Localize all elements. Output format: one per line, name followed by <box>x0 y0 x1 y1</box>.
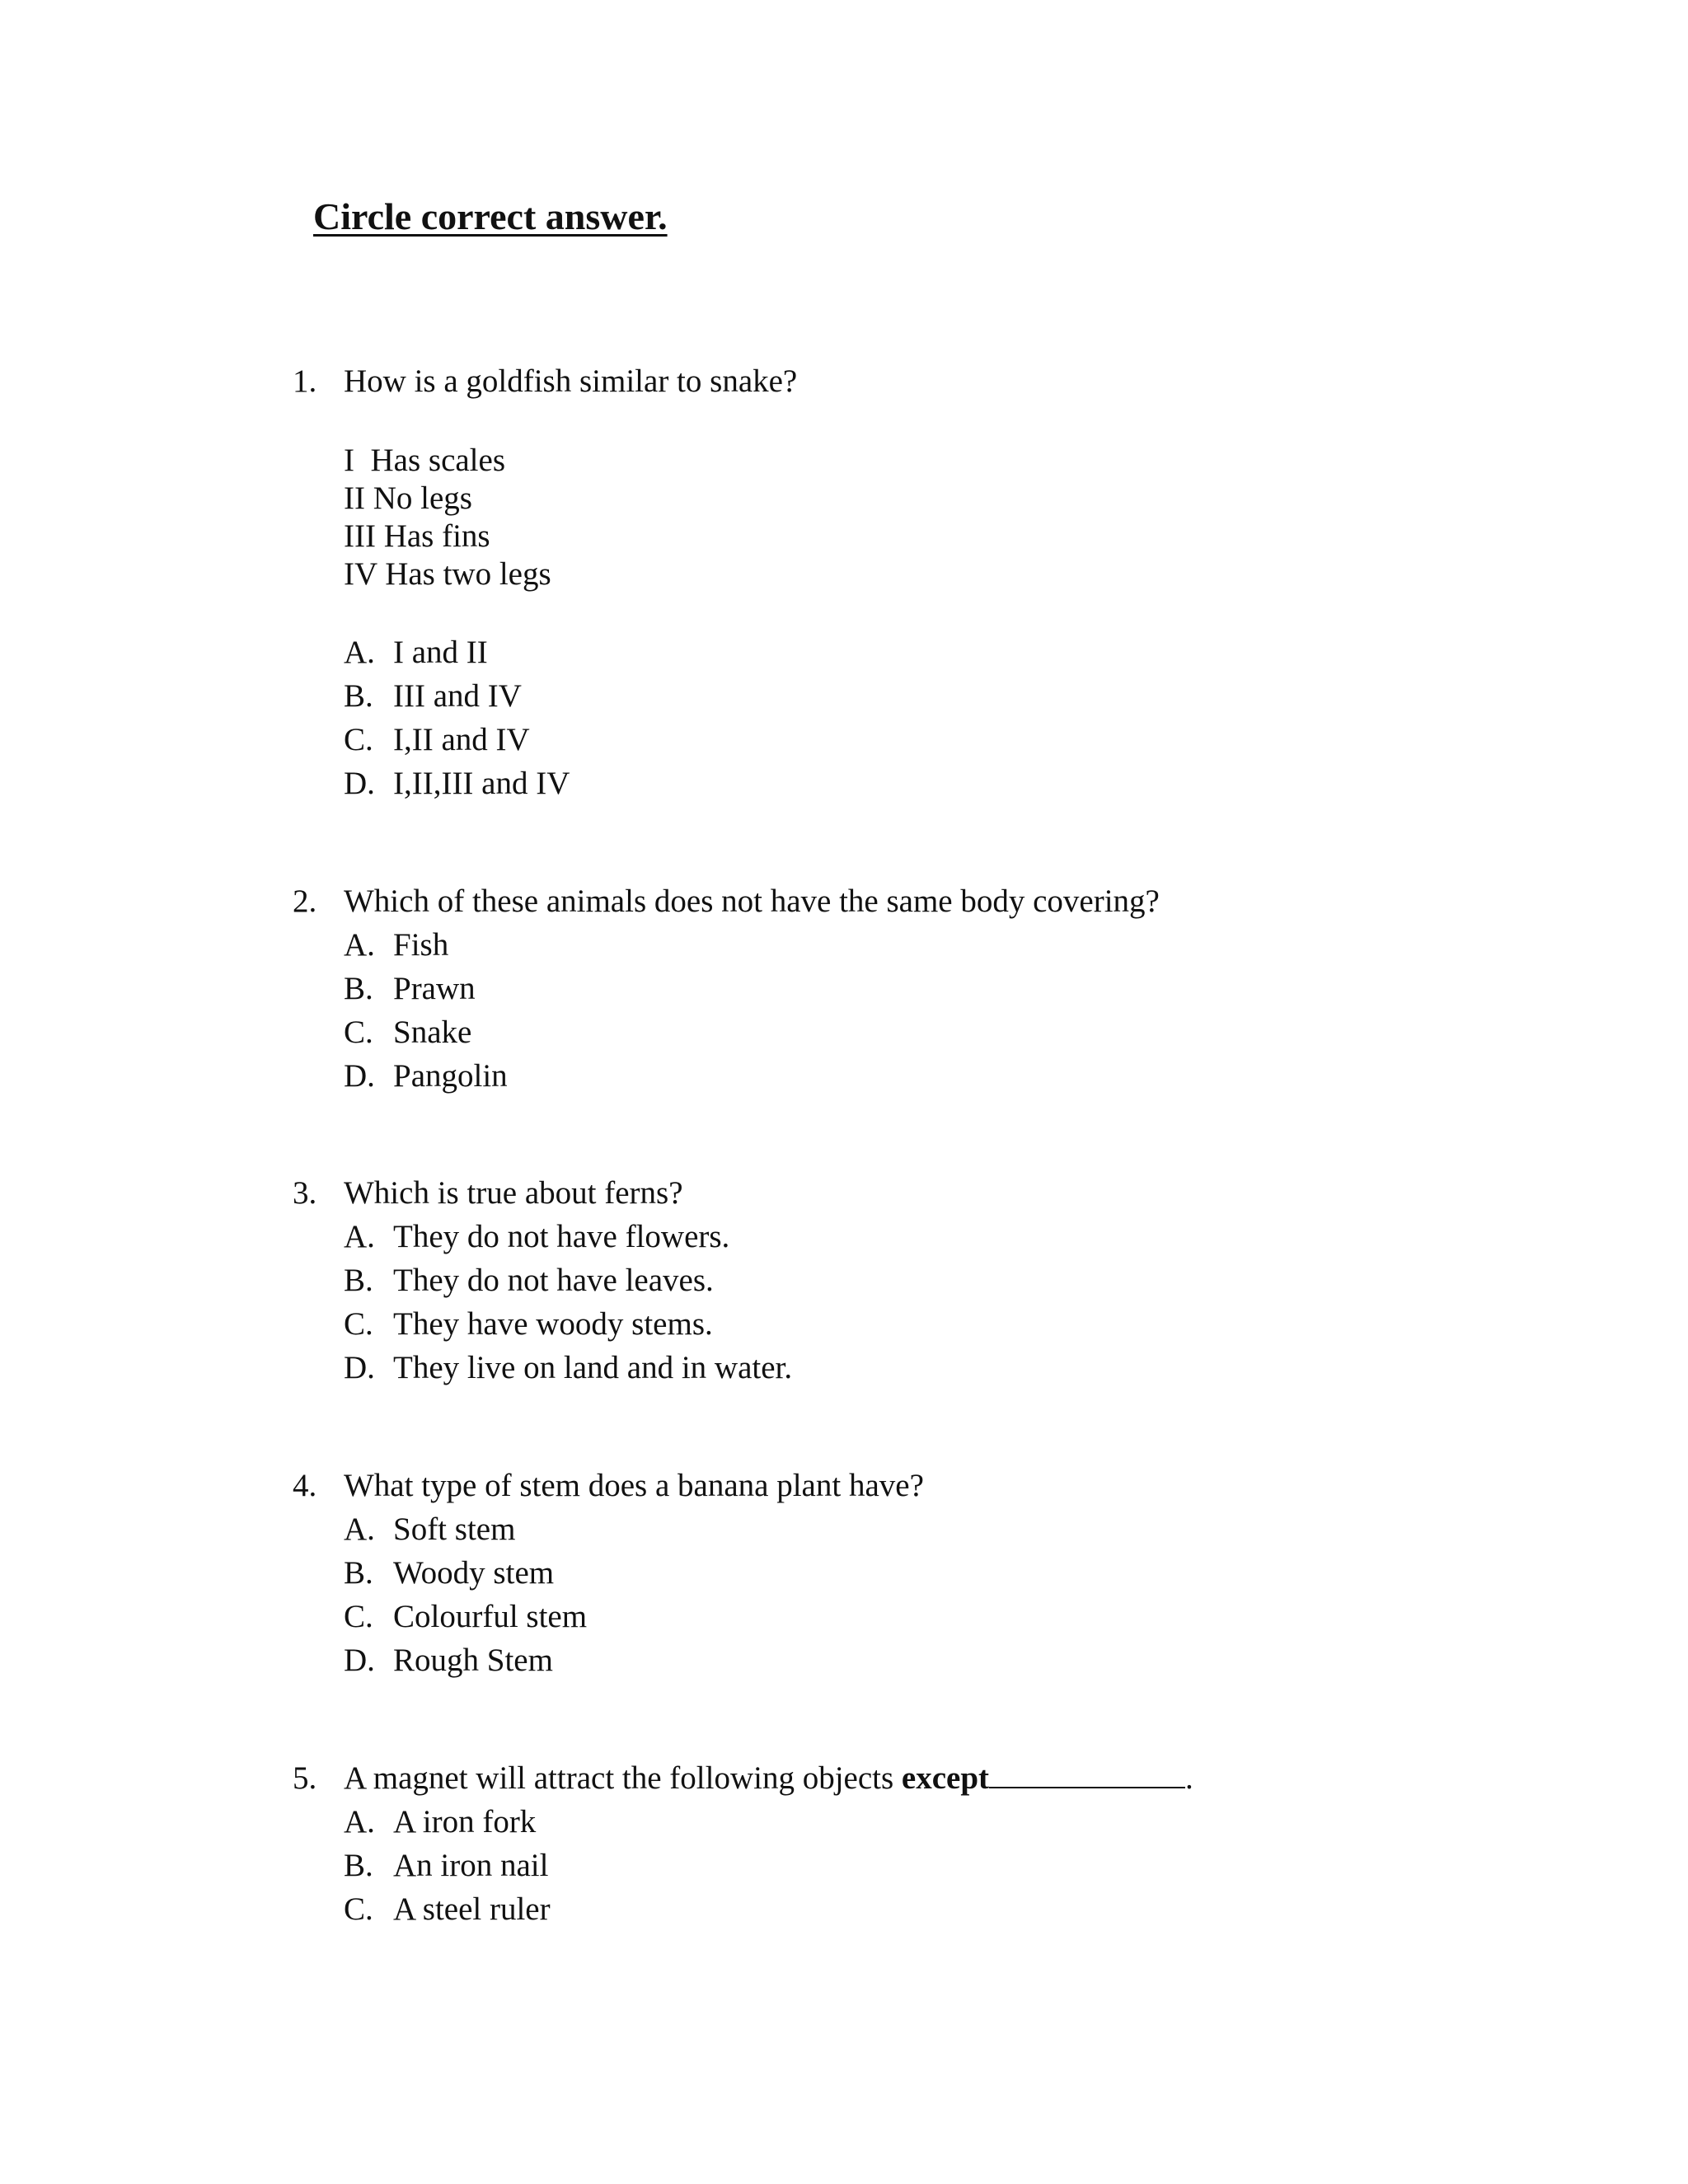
page-title: Circle correct answer. <box>313 195 668 237</box>
option-letter: B. <box>344 1555 373 1591</box>
option-b[interactable] <box>344 674 570 718</box>
option-text: An iron nail <box>393 1848 549 1883</box>
option-letter: C. <box>344 1306 373 1342</box>
question-5 <box>293 1756 1193 1800</box>
question-number: 2. <box>293 883 317 919</box>
option-c[interactable] <box>344 1595 587 1638</box>
option-text: A iron fork <box>393 1804 537 1840</box>
option-b[interactable] <box>344 1844 551 1887</box>
option-b[interactable] <box>344 1258 792 1302</box>
question-3 <box>293 1171 683 1215</box>
question-3-options <box>344 1215 792 1390</box>
option-text: I,II,III and IV <box>393 766 570 801</box>
option-letter: C. <box>344 1015 373 1050</box>
statement: IV Has two legs <box>344 556 551 592</box>
answer-blank[interactable] <box>989 1760 1185 1788</box>
option-letter: B. <box>344 1263 373 1298</box>
option-b[interactable] <box>344 967 508 1010</box>
option-a[interactable] <box>344 923 508 967</box>
option-text: Soft stem <box>393 1511 516 1547</box>
question-text: What type of stem does a banana plant have? <box>344 1468 924 1503</box>
question-emphasis: except <box>901 1760 990 1796</box>
option-letter: D. <box>344 1350 375 1385</box>
statement: III Has fins <box>344 518 490 554</box>
statement: I Has scales <box>344 443 506 478</box>
question-4-options <box>344 1507 587 1682</box>
option-letter: A. <box>344 1511 375 1547</box>
option-d[interactable] <box>344 1054 508 1098</box>
question-text: A magnet will attract the following objects <box>344 1760 902 1796</box>
option-b[interactable] <box>344 1551 587 1595</box>
option-letter: C. <box>344 722 373 757</box>
option-text: Prawn <box>393 971 476 1006</box>
question-text: How is a goldfish similar to snake? <box>344 363 798 399</box>
option-letter: B. <box>344 971 373 1006</box>
question-text: Which of these animals does not have the same body covering? <box>344 883 1160 919</box>
option-text: A steel ruler <box>393 1891 551 1927</box>
question-text: Which is true about ferns? <box>344 1175 683 1211</box>
option-d[interactable] <box>344 1346 792 1390</box>
option-letter: A. <box>344 927 375 963</box>
option-a[interactable] <box>344 630 570 674</box>
option-text: I,II and IV <box>393 722 530 757</box>
question-number: 4. <box>293 1468 317 1503</box>
question-number: 5. <box>293 1760 317 1796</box>
option-c[interactable] <box>344 718 570 762</box>
option-letter: A. <box>344 635 375 670</box>
option-text: Woody stem <box>393 1555 555 1591</box>
option-text: Colourful stem <box>393 1599 588 1634</box>
question-5-options <box>344 1800 551 1931</box>
question-number: 1. <box>293 363 317 399</box>
question-4 <box>293 1464 924 1507</box>
option-letter: C. <box>344 1599 373 1634</box>
option-text: I and II <box>393 635 488 670</box>
option-letter: D. <box>344 766 375 801</box>
question-1-options <box>344 630 570 805</box>
option-text: III and IV <box>393 678 522 714</box>
option-letter: C. <box>344 1891 373 1927</box>
option-letter: D. <box>344 1643 375 1678</box>
option-c[interactable] <box>344 1302 792 1346</box>
option-letter: B. <box>344 1848 373 1883</box>
option-text: They live on land and in water. <box>393 1350 793 1385</box>
option-d[interactable] <box>344 762 570 805</box>
option-letter: D. <box>344 1058 375 1094</box>
option-text: Snake <box>393 1015 472 1050</box>
option-text: They do not have flowers. <box>393 1219 730 1254</box>
question-1-statements <box>344 442 551 593</box>
statement: II No legs <box>344 480 472 516</box>
option-text: Fish <box>393 927 449 963</box>
option-letter: B. <box>344 678 373 714</box>
question-2-options <box>344 923 508 1098</box>
option-a[interactable] <box>344 1800 551 1844</box>
question-number: 3. <box>293 1175 317 1211</box>
option-a[interactable] <box>344 1507 587 1551</box>
option-c[interactable] <box>344 1887 551 1931</box>
option-letter: A. <box>344 1804 375 1840</box>
option-d[interactable] <box>344 1638 587 1682</box>
question-2 <box>293 879 1160 923</box>
option-c[interactable] <box>344 1010 508 1054</box>
question-1 <box>293 359 797 403</box>
option-text: They do not have leaves. <box>393 1263 714 1298</box>
question-text-end: . <box>1185 1760 1193 1796</box>
option-a[interactable] <box>344 1215 792 1258</box>
option-text: They have woody stems. <box>393 1306 713 1342</box>
option-text: Pangolin <box>393 1058 508 1094</box>
option-letter: A. <box>344 1219 375 1254</box>
option-text: Rough Stem <box>393 1643 553 1678</box>
